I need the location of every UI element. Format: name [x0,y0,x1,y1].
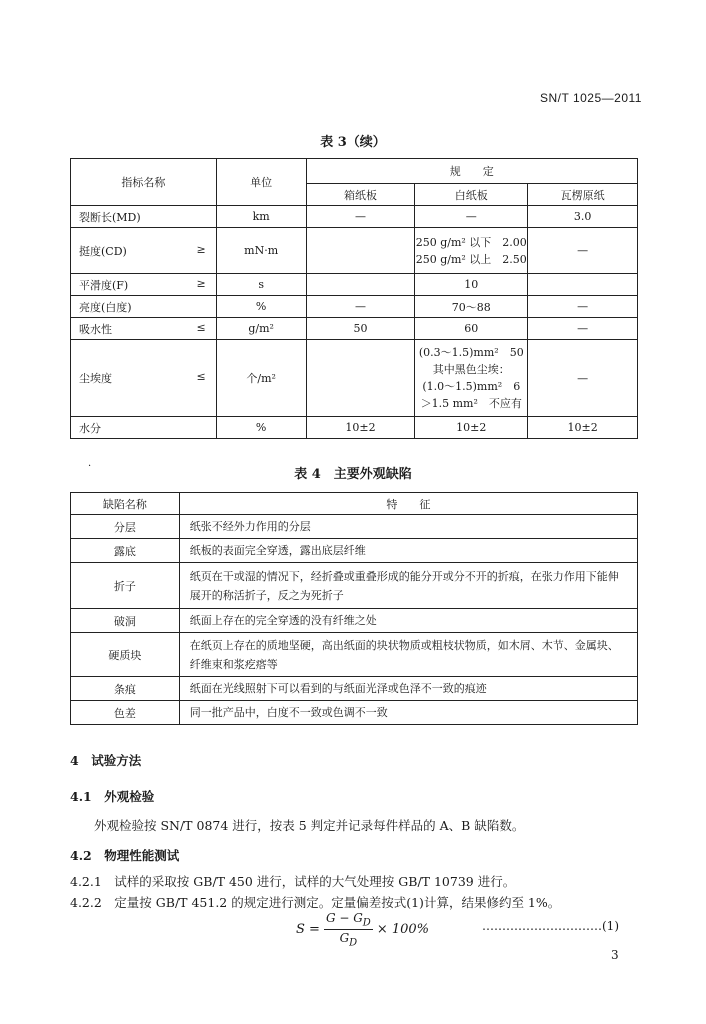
header-unit: 单位 [216,159,306,206]
formula-numerator [324,911,373,930]
defect-name: 色差 [71,701,180,725]
row-unit: 个/m² [216,340,306,417]
row-c3: 10±2 [528,417,638,439]
page-number: 3 [611,948,619,962]
row-sign: ≥ [196,276,206,290]
table-row [71,515,638,539]
row-c1 [306,274,415,296]
defect-feature: 纸面上存在的完全穿透的没有纤维之处 [179,609,637,633]
numerator-text: G − G [325,911,363,925]
formula-rhs: × 100% [376,922,430,938]
row-sign: ≤ [196,320,206,334]
defect-name: 折子 [71,563,180,609]
row-unit: s [216,274,306,296]
row-c2: 70～88 [415,296,528,318]
row-name: 平滑度(F) [79,278,129,292]
numerator-sub: D [362,917,371,929]
header-col1: 箱纸板 [306,184,415,206]
defect-feature: 在纸页上存在的质地坚硬，高出纸面的块状物质或粗枝状物质，如木屑、木节、金属块、纤维束和浆疙瘩等 [179,633,637,677]
row-unit: mN·m [216,228,306,274]
defect-feature: 纸面在光线照射下可以看到的与纸面光泽或色泽不一致的痕迹 [179,677,637,701]
row-c3: — [528,228,638,274]
row-c2-line: 其中黑色尘埃： [432,363,510,376]
defect-feature: 纸板的表面完全穿透，露出底层纤维 [179,539,637,563]
row-c3: — [528,296,638,318]
row-unit: % [216,296,306,318]
row-name: 水分 [79,421,101,435]
row-unit: % [216,417,306,439]
defect-feature: 纸页在干或湿的情况下，经折叠或重叠形成的能分开或分不开的折痕，在张力作用下能伸展开的称活折子，反之为死折子 [179,563,637,609]
table-row [71,318,638,340]
header-col2: 白纸板 [415,184,528,206]
header-spec: 规 定 [306,159,637,184]
formula-fraction [324,911,373,949]
row-name: 裂断长(MD) [79,210,141,224]
standard-number: SN/T 1025—2011 [540,91,642,105]
formula-lhs: S = [296,922,320,938]
stray-mark: · [88,461,92,472]
row-c1 [306,228,415,274]
row-unit: g/m² [216,318,306,340]
formula-denominator [340,930,358,948]
header-feature: 特 征 [179,493,637,515]
table-row [71,340,638,417]
row-c2: 60 [415,318,528,340]
header-col3: 瓦楞原纸 [528,184,638,206]
defect-name: 分层 [71,515,180,539]
defect-name: 露底 [71,539,180,563]
formula [296,911,429,949]
table-row [71,417,638,439]
defect-name: 破洞 [71,609,180,633]
row-sign: ≤ [196,370,206,383]
row-name: 挺度(CD) [79,244,127,258]
table-row [71,228,638,274]
row-c2: 10 [415,274,528,296]
row-name: 吸水性 [79,322,112,336]
row-sign: ≥ [196,242,206,256]
row-c3: — [528,318,638,340]
table4 [70,492,638,725]
defect-name: 条痕 [71,677,180,701]
row-c1: — [306,206,415,228]
row-c2 [415,340,528,417]
row-c1: 10±2 [306,417,415,439]
table-row [71,701,638,725]
row-c3: 3.0 [528,206,638,228]
row-unit: km [216,206,306,228]
row-name: 亮度(白度) [79,300,132,314]
equation-number: …………………………(1) [482,919,619,933]
table4-title: 表 4 主要外观缺陷 [294,467,412,482]
section-4-heading: 4 试验方法 [70,753,142,768]
section-4-2-heading: 4.2 物理性能测试 [70,848,180,863]
defect-feature: 同一批产品中，白度不一致或色调不一致 [179,701,637,725]
table-row [71,609,638,633]
row-name: 尘埃度 [79,372,112,385]
table3 [70,158,638,439]
row-c2: 10±2 [415,417,528,439]
section-4-1-text: 外观检验按 SN/T 0874 进行，按表 5 判定并记录每件样品的 A、B 缺陷数。 [94,818,525,833]
header-name: 指标名称 [71,159,217,206]
row-c2-line: 250 g/m² 以下 2.00 [415,235,527,249]
row-c2-line: ＞1.5 mm² 不应有 [420,397,522,410]
row-c1: — [306,296,415,318]
row-c2 [415,228,528,274]
row-c2: — [415,206,528,228]
table-row [71,563,638,609]
defect-feature: 纸张不经外力作用的分层 [179,515,637,539]
defect-name: 硬质块 [71,633,180,677]
table3-title: 表 3（续） [320,135,386,150]
table-row [71,274,638,296]
table-row [71,539,638,563]
section-4-2-1-text: 4.2.1 试样的采取按 GB/T 450 进行，试样的大气处理按 GB/T 10739 进行。 [70,874,516,889]
table-row [71,206,638,228]
section-4-2-2-text: 4.2.2 定量按 GB/T 451.2 的规定进行测定。定量偏差按式(1)计算，结果修约至 1%。 [70,895,561,910]
row-c3 [528,274,638,296]
section-4-1-heading: 4.1 外观检验 [70,789,155,804]
denominator-sub: D [349,937,358,949]
row-c2-line: (1.0～1.5)mm² 6 [422,380,521,393]
table-row [71,296,638,318]
denominator-text: G [339,931,350,946]
row-c1: 50 [306,318,415,340]
row-c2-line: 250 g/m² 以上 2.50 [415,252,527,266]
table-row [71,633,638,677]
header-name: 缺陷名称 [71,493,180,515]
row-c3: — [528,340,638,417]
row-c1 [306,340,415,417]
table-row [71,677,638,701]
row-c2-line: (0.3～1.5)mm² 50 [418,346,524,359]
